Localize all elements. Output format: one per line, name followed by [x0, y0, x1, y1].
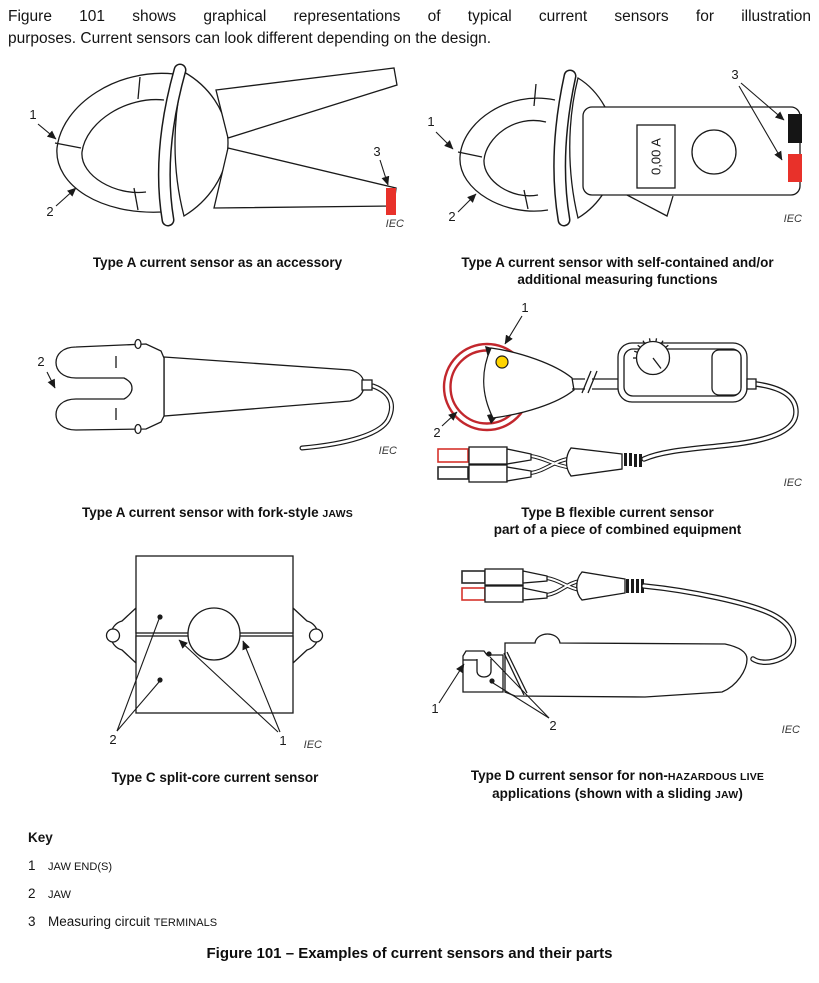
caption-line-1: [420, 768, 815, 786]
caption-line-2: part of a piece of combined equipment: [493, 521, 742, 537]
jaw-dot-lower: [489, 678, 494, 683]
key-item-smallcaps: JAW: [48, 889, 71, 901]
jaw-outer: [460, 98, 555, 211]
red-probe-taper: [523, 588, 547, 600]
iec-mark: IEC: [783, 477, 802, 489]
left-mount-hole: [107, 629, 120, 642]
fork-head: [56, 344, 164, 430]
iec-mark: IEC: [378, 445, 397, 457]
upper-handle: [216, 68, 397, 138]
yellow-indicator: [496, 356, 508, 368]
trigger: [627, 195, 673, 216]
caption-type-d: [420, 768, 815, 803]
callout-1-label: 1: [279, 733, 287, 748]
caption-text: Type D current sensor for non-: [470, 768, 668, 783]
red-probe-taper: [507, 449, 531, 464]
jaw-dot-upper: [157, 614, 162, 619]
iec-mark: IEC: [781, 724, 800, 736]
jaw-tick-bottom: [524, 190, 528, 209]
type-a-accessory-illustration: [22, 60, 412, 235]
jaw-tick-top: [138, 77, 140, 99]
red-probe-barrel: [469, 447, 507, 464]
jaw-split-tick: [458, 152, 482, 157]
type-a-selfcontained-illustration: [420, 62, 815, 232]
black-probe-barrel: [485, 569, 523, 585]
strain-relief-ribs: [624, 453, 642, 467]
callout-1-label: 1: [521, 300, 529, 315]
sensor-body: [505, 634, 747, 697]
callout-2-label: 2: [433, 425, 441, 440]
key-item-number: 2: [28, 886, 36, 901]
key-item-smallcaps: TERMINALS: [153, 917, 218, 929]
callout-2-arrow: [56, 188, 76, 206]
jaw-tick-top: [534, 84, 536, 106]
caption-line-1: Type B flexible current sensor: [521, 505, 714, 520]
caption-text: Type A current sensor with fork-style: [82, 505, 323, 520]
caption-line-2: [420, 786, 815, 804]
caption-type-a-accessory: [10, 255, 425, 272]
dial-button: [692, 130, 736, 174]
key-item-number: 1: [28, 858, 36, 873]
key-item-number: 3: [28, 914, 36, 929]
black-terminal: [788, 114, 802, 143]
caption-type-c: [10, 770, 420, 787]
lower-handle: [214, 148, 396, 208]
callout-2-label: 2: [37, 354, 45, 369]
intro-line-1: Figure 101 shows graphical representations of typical current sensors for illustration: [8, 8, 811, 25]
callout-1-arrow: [436, 132, 453, 149]
handle-body: [164, 357, 364, 416]
callout-1-arrow: [505, 316, 522, 344]
jaw-tick-bottom: [134, 188, 138, 210]
jaw-split-tick: [55, 143, 81, 148]
jaw-dot-upper: [486, 651, 491, 656]
red-terminal: [788, 154, 802, 182]
callout-1-label: 1: [427, 114, 435, 129]
red-probe-tip: [438, 449, 468, 462]
jaw-dot-lower: [157, 677, 162, 682]
callout-2-arrow: [442, 412, 457, 426]
callout-2-label: 2: [109, 732, 117, 747]
caption-type-b: [420, 505, 815, 538]
caption-line-2: additional measuring functions: [517, 271, 718, 287]
splitter-cone: [577, 572, 625, 600]
cable-nub: [747, 379, 756, 389]
callout-3-arrow: [380, 160, 388, 185]
callout-2-label: 2: [46, 204, 54, 219]
caption-text: Type C split-core current sensor: [111, 770, 319, 785]
black-probe-barrel: [469, 465, 507, 482]
intro-line-2: purposes. Current sensors can look different depending on the design.: [8, 30, 492, 47]
black-probe-tip: [438, 467, 468, 479]
callout-1-label: 1: [29, 107, 37, 122]
hand-guard: [560, 76, 570, 220]
key-item-text: Measuring circuit: [48, 914, 154, 929]
caption-line-1: Type A current sensor with self-contained and/or: [461, 255, 774, 270]
callout-1-label: 1: [431, 701, 439, 716]
callout-2-label: 2: [448, 209, 456, 224]
type-b-flexible-illustration: [425, 300, 815, 500]
red-probe-barrel: [485, 586, 523, 602]
callout-2-label: 2: [549, 718, 557, 733]
figure-key: [28, 830, 217, 929]
key-item-smallcaps: JAW END(S): [48, 861, 113, 873]
right-mount-hole: [310, 629, 323, 642]
callout-2-arrow: [47, 372, 55, 388]
black-probe-taper: [507, 467, 531, 481]
type-a-fork-illustration: [28, 328, 408, 468]
figure-caption: Figure 101 – Examples of current sensors and their parts: [206, 945, 613, 962]
black-probe-taper: [523, 571, 547, 583]
caption-type-a-selfcontained: [420, 255, 815, 288]
jaw-outer: [57, 73, 174, 212]
red-terminal: [386, 188, 396, 215]
display-value: 0,00 A: [648, 138, 664, 175]
type-c-splitcore-illustration: [66, 548, 396, 763]
red-probe-tip: [462, 588, 485, 600]
alignment-bump-top: [135, 340, 141, 349]
callout-1-arrow: [38, 124, 56, 139]
caption-text: applications (shown with a sliding: [492, 785, 715, 801]
caption-smallcaps: JAW: [714, 788, 739, 801]
intro-paragraph: [8, 6, 811, 50]
unit-box-right-section: [712, 350, 741, 395]
caption-text: Type A current sensor as an accessory: [92, 255, 343, 270]
splitter-cone: [567, 448, 623, 476]
black-probe-tip: [462, 571, 485, 583]
alignment-bump-bottom: [135, 425, 141, 434]
callout-3-label: 3: [731, 67, 739, 82]
key-heading: Key: [28, 830, 53, 845]
iec-mark: IEC: [783, 213, 802, 225]
callout-1-arrow: [439, 664, 464, 703]
iec-mark: IEC: [385, 218, 404, 230]
key-item-1: [28, 858, 217, 873]
caption-smallcaps: HAZARDOUS LIVE: [667, 771, 765, 783]
conductor-aperture: [188, 608, 240, 660]
key-item-3: [28, 914, 217, 929]
callout-2-arrow: [458, 194, 476, 212]
jaw-inner: [484, 120, 546, 195]
iec-mark: IEC: [303, 739, 322, 751]
key-item-2: [28, 886, 217, 901]
jaw-inner: [82, 100, 164, 193]
cable-nub: [362, 380, 372, 390]
caption-type-a-fork: [10, 505, 425, 523]
type-d-illustration: [425, 553, 810, 748]
callout-3-label: 3: [373, 144, 381, 159]
caption-smallcaps: JAWS: [322, 508, 353, 520]
caption-close-paren: ): [738, 785, 743, 801]
